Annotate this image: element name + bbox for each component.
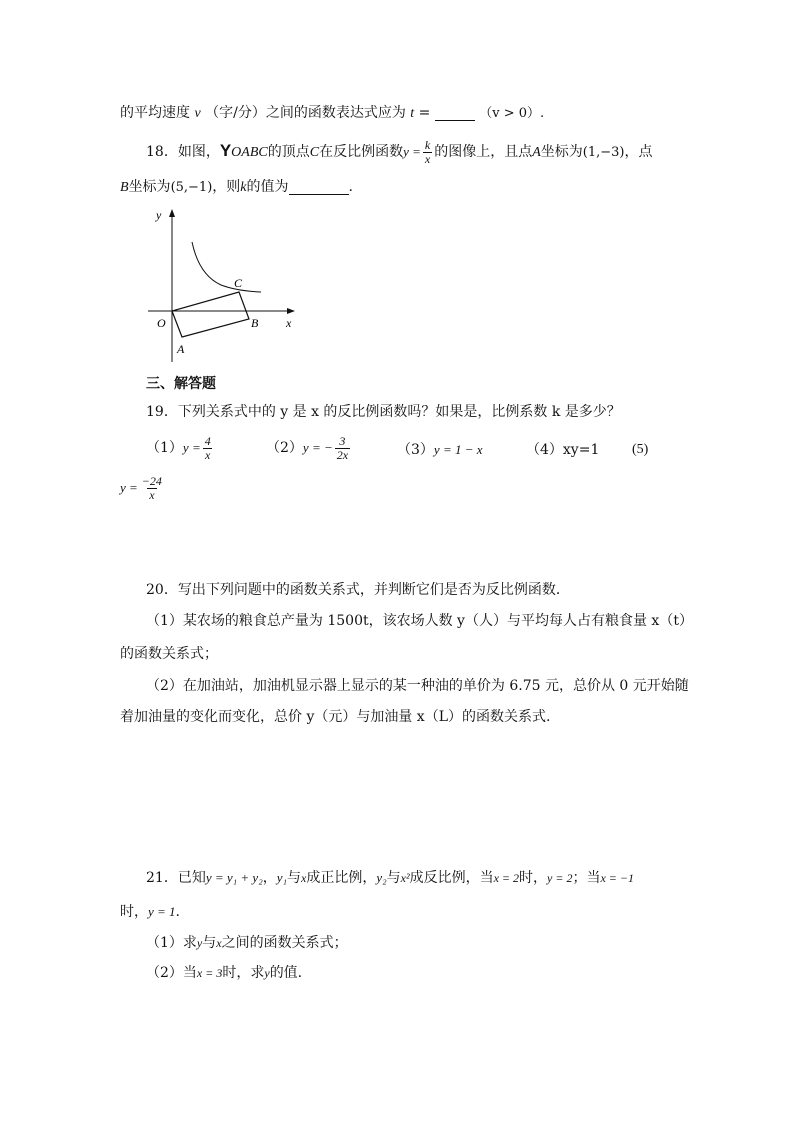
q19-option-5 — [120, 475, 166, 501]
q17-var-t: t — [410, 106, 415, 121]
q19-option-5-label: (5) — [632, 442, 649, 457]
q19-o2-num: 3 — [339, 434, 346, 448]
q18-figure — [145, 205, 305, 365]
label-a: A — [177, 342, 185, 356]
q21-s2-eq: x = 3 — [196, 966, 223, 980]
q19-o1-label: （1） — [146, 440, 183, 457]
parallelogram-oabc — [172, 292, 249, 337]
y-axis-arrow — [169, 209, 175, 217]
q19-option-1 — [146, 435, 215, 461]
q17-eq: = — [418, 105, 435, 121]
q21-line2-eq: y = 1 — [148, 904, 176, 919]
q18-frac-den: x — [424, 151, 431, 166]
q19-o5-den: x — [149, 487, 155, 502]
q18-point-a: A — [532, 145, 541, 160]
q21-sub2 — [146, 966, 302, 980]
q20-part1-line1: （1）某农场的粮食总产量为 1500t，该农场人数 y（人）与平均每人占有粮食量 x（t） — [146, 613, 693, 629]
q17-cond: （v > 0）. — [479, 106, 545, 121]
q19-o5-fraction — [140, 475, 164, 501]
q18-text5: ，点 — [624, 144, 653, 160]
q21-s1-mid: 与 — [202, 935, 217, 951]
q18-point-c: C — [309, 145, 320, 160]
label-o: O — [157, 316, 166, 330]
q21-c1: x = 2 — [493, 871, 520, 885]
q19-o2-label: （2） — [266, 440, 303, 457]
q21-x1: x — [301, 871, 307, 885]
q21-c3: x = −1 — [600, 871, 634, 885]
q19-option-4: （4）xy=1 — [526, 442, 600, 458]
q19-o2-fraction — [335, 435, 350, 461]
q21-s2-y: y — [264, 966, 270, 980]
hyperbola-curve — [192, 242, 261, 292]
q21-s2-end: 的值. — [269, 965, 303, 981]
q18-a-coords: (1,−3) — [582, 145, 625, 160]
q21-s1-x: x — [216, 936, 222, 950]
q21-line2-text: 时， — [120, 904, 148, 920]
q17-line — [120, 106, 544, 121]
q19-option-3 — [397, 443, 483, 457]
q21-s2-label: （2）当 — [146, 965, 197, 981]
q17-unit: （字/分）之间的函数表达式应为 — [205, 105, 406, 121]
section-heading: 三、解答题 — [146, 376, 216, 392]
q18-fraction — [423, 139, 432, 165]
q21-s1-label: （1）求 — [146, 935, 197, 951]
q18-text1: 的顶点 — [267, 144, 310, 160]
q19-o1-fraction — [203, 435, 213, 461]
q18-y-eq: y = — [403, 144, 421, 159]
q21-line2 — [120, 905, 180, 919]
q18-line2-text1: 坐标为 — [128, 179, 171, 195]
q20-part2-line1: （2）在加油站，加油机显示器上显示的某一种油的单价为 6.75 元，总价从 0 元开始随 — [146, 678, 689, 694]
q19-o1-den: x — [205, 447, 211, 462]
q21-sub1 — [146, 936, 348, 950]
q18-text2: 在反比例函数 — [319, 144, 404, 160]
q21-line1 — [146, 871, 634, 885]
q21-t4: 与 — [386, 870, 401, 886]
q18-line2-text3: 的值为 — [246, 179, 289, 195]
q21-s2-mid: 时，求 — [222, 965, 265, 981]
q20-part1-line2: 的函数关系式； — [120, 646, 218, 662]
q19-o5-num: −24 — [141, 474, 162, 488]
q21-y1: y₁ — [276, 870, 288, 885]
q18-b-coords: (5,−1) — [170, 180, 213, 195]
q21-t1: ， — [262, 870, 277, 886]
q17-answer-blank[interactable] — [435, 106, 475, 121]
q21-t6: 时， — [519, 870, 548, 886]
q21-s1-y: y — [196, 936, 203, 950]
q19-o3-label: （3） — [397, 442, 434, 458]
q19-o3-expr: y = 1 − x — [433, 442, 483, 457]
q19-o1-lhs: y = — [182, 440, 201, 456]
q18-end: . — [348, 179, 353, 195]
q19-option-2 — [266, 435, 352, 461]
q19-stem: 19．下列关系式中的 y 是 x 的反比例函数吗？如果是，比例系数 k 是多少？ — [146, 404, 621, 420]
label-y: y — [156, 208, 162, 222]
label-b: B — [251, 316, 259, 330]
label-c: C — [234, 276, 243, 290]
q18-text3: 的图像上，且点 — [434, 144, 533, 160]
q18-frac-num: k — [424, 137, 431, 152]
q19-o5-lhs: y = — [120, 480, 138, 496]
q21-s1-end: 之间的函数关系式； — [221, 935, 348, 951]
q21-y2: y₂ — [376, 870, 387, 885]
q17-text: 的平均速度 — [120, 105, 190, 121]
q21-t5: 成反比例，当 — [409, 870, 494, 886]
q18-line2 — [120, 180, 353, 195]
q20-stem: 20．写出下列问题中的函数关系式，并判断它们是否为反比例函数． — [146, 582, 570, 598]
q18-answer-blank[interactable] — [289, 180, 349, 195]
q18-text4: 坐标为 — [540, 144, 583, 160]
q21-t7: ；当 — [572, 870, 601, 886]
q18-point-b: B — [120, 180, 129, 195]
q19-o2-den: 2x — [336, 447, 349, 462]
q18-line2-text2: ，则 — [212, 179, 241, 195]
q21-eq: y = y₁ + y₂ — [205, 870, 263, 885]
q18-line1 — [146, 137, 652, 167]
q21-x2: x² — [400, 871, 410, 885]
q19-o2-lhs: y = − — [302, 440, 333, 456]
q20-part2-line2: 着加油量的变化而变化，总价 y（元）与加油量 x（L）的函数关系式. — [120, 709, 551, 725]
q21-line2-end: . — [175, 904, 180, 920]
q18-number: 18．如图， — [146, 144, 220, 160]
q21-number: 21．已知 — [146, 870, 206, 886]
q21-t2: 与 — [287, 870, 302, 886]
q19-o1-num: 4 — [204, 434, 211, 448]
x-axis-arrow — [287, 308, 295, 314]
q18-k: k — [240, 180, 247, 195]
q21-c2: y = 2 — [547, 871, 573, 885]
q18-pg-name: OABC — [231, 145, 268, 160]
parallelogram-symbol: Y — [219, 141, 232, 160]
q17-var-v: v — [194, 106, 201, 121]
q21-t3: 成正比例， — [306, 870, 377, 886]
label-x: x — [286, 316, 292, 330]
